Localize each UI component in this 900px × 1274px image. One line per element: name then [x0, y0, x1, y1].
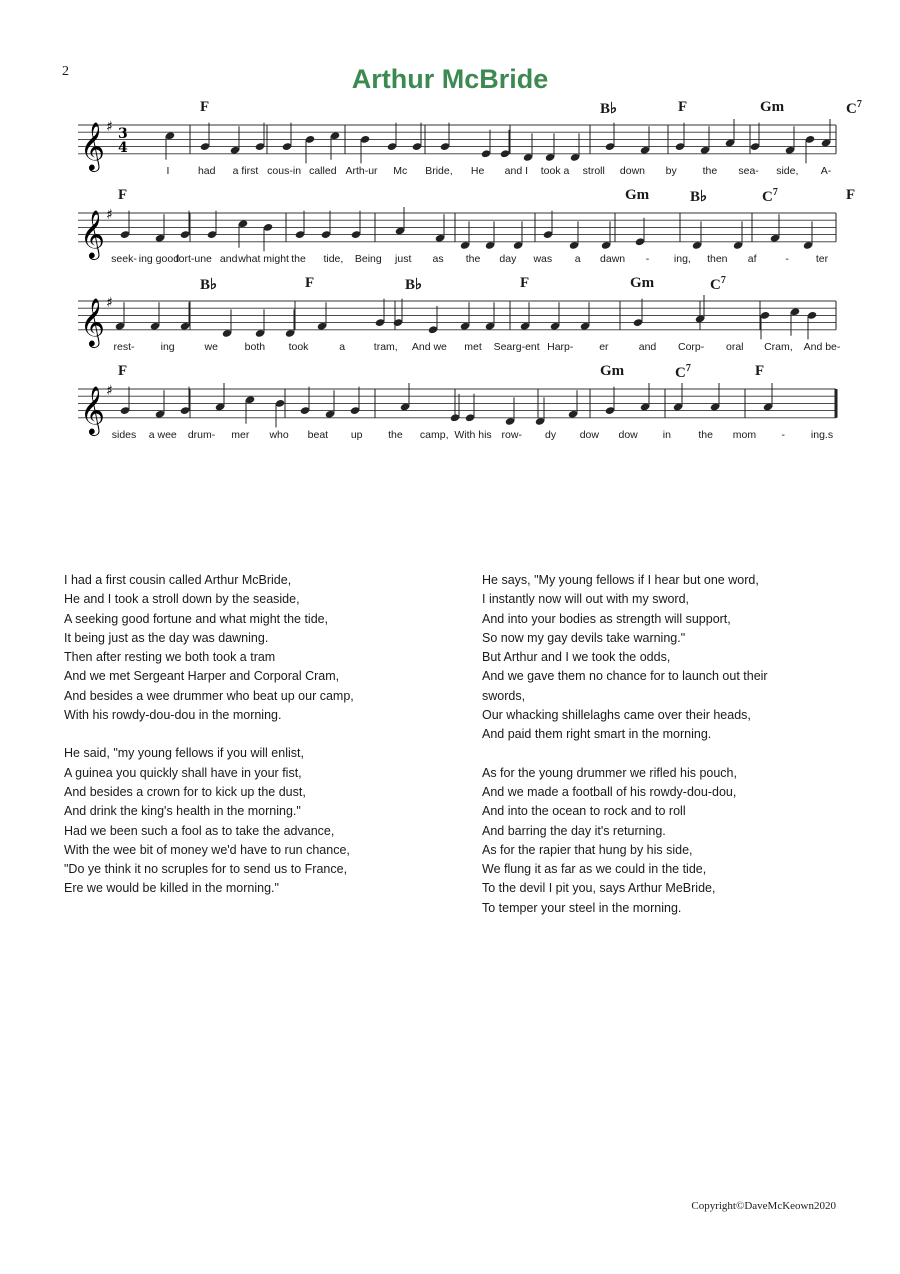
lyric-syllable: drum-	[187, 429, 216, 441]
lyric-syllable: and	[638, 341, 657, 353]
lyric-syllable: ing	[160, 341, 175, 353]
lyric-syllable: Arth-ur	[345, 165, 378, 177]
treble-clef-icon: 𝄞	[80, 208, 105, 258]
verse-line: So now my gay devils take warning."	[482, 630, 686, 645]
verse-line: With the wee bit of money we'd have to run chance,	[64, 842, 350, 857]
chord-symbol	[675, 363, 691, 382]
chord-label: C	[846, 101, 857, 117]
lyric-syllable: dawn	[600, 253, 626, 265]
chord-label: B♭	[405, 277, 423, 293]
lyric-syllable: dow	[579, 429, 599, 441]
chord-symbol	[760, 99, 784, 116]
music-system-3	[0, 275, 900, 371]
lyric-syllable: Harp-	[547, 341, 574, 353]
lyric-syllable: dy	[545, 429, 557, 441]
verse-line: It being just as the day was dawning.	[64, 630, 269, 645]
lyric-syllable: we	[204, 341, 218, 353]
chord-label: F	[755, 363, 765, 379]
lyric-syllable: He	[470, 165, 485, 177]
lyric-syllable: dow	[618, 429, 638, 441]
verse-line: Had we been such a fool as to take the advance,	[64, 823, 335, 838]
verse-line: And paid them right smart in the morning.	[482, 727, 712, 742]
lyric-syllable: day	[499, 253, 517, 265]
chord-label: Gm	[760, 99, 785, 115]
verse-line: He said, "my young fellows if you will enlist,	[64, 746, 304, 761]
lyric-syllable: With his	[454, 429, 492, 441]
music-system-2	[0, 187, 900, 283]
verse-line: Our whacking shillelaghs came over their heads,	[482, 708, 751, 723]
verse-stanza	[482, 571, 852, 745]
chord-symbol	[520, 275, 529, 292]
chord-extension: 7	[685, 363, 691, 374]
verse-line: Ere we would be killed in the morning."	[64, 881, 279, 896]
verse-line: And besides a wee drummer who beat up our camp,	[64, 688, 354, 703]
chord-extension: 7	[720, 275, 726, 286]
chord-label: F	[520, 275, 530, 291]
chord-symbol	[405, 275, 422, 294]
key-signature-sharp-icon: ♯	[106, 119, 113, 135]
chord-symbol	[846, 99, 862, 118]
verse-line: Then after resting we both took a tram	[64, 650, 276, 665]
chord-label: B♭	[690, 189, 708, 205]
chord-symbol	[600, 363, 624, 380]
lyric-syllable: af	[747, 253, 757, 265]
chord-label: C	[675, 365, 686, 381]
lyric-syllable: took	[288, 341, 309, 353]
lyric-syllable: the	[698, 429, 713, 441]
chord-label: Gm	[600, 363, 625, 379]
lyric-syllable: Being	[354, 253, 382, 265]
verse-line: "Do ye think it no scruples for to send us to France,	[64, 862, 348, 877]
copyright-notice: Copyright©DaveMcKeown2020	[691, 1200, 836, 1212]
lyric-syllable: as	[432, 253, 444, 265]
lyric-syllable: tram,	[373, 341, 398, 353]
lyric-syllable: and I	[504, 165, 529, 177]
verse-line: He and I took a stroll down by the seaside,	[64, 592, 300, 607]
lyric-syllable: beat	[307, 429, 329, 441]
lyric-syllable: the	[465, 253, 481, 265]
chord-label: C	[762, 189, 773, 205]
lyric-syllable: tide,	[323, 253, 344, 265]
verse-line: swords,	[482, 688, 526, 703]
chord-label: F	[200, 99, 210, 115]
lyric-syllable: a	[339, 341, 346, 353]
lyric-syllable: took a	[540, 165, 570, 177]
verse-line: And we met Sergeant Harper and Corporal Cram,	[64, 669, 340, 684]
lyric-syllable: and	[219, 253, 238, 265]
lyric-syllable: cous-in	[267, 165, 302, 177]
lyric-syllable: oral	[725, 341, 744, 353]
chord-symbol	[118, 187, 127, 204]
chord-symbol	[600, 99, 617, 118]
chord-extension: 7	[856, 99, 862, 110]
chord-label: F	[118, 187, 128, 203]
lyric-syllable: And we	[411, 341, 447, 353]
chord-label: Gm	[630, 275, 655, 291]
lyric-syllable: who	[269, 429, 289, 441]
verse-line: To temper your steel in the morning.	[482, 900, 682, 915]
chord-label: F	[678, 99, 688, 115]
lyric-syllable: Bride,	[425, 165, 453, 177]
chord-symbol	[305, 275, 314, 292]
time-signature-digit: 3	[118, 126, 128, 142]
lyric-syllable: mer	[231, 429, 250, 441]
treble-clef-icon: 𝄞	[80, 384, 105, 434]
lyric-syllable: seek-	[111, 253, 137, 265]
chord-symbol	[625, 187, 649, 204]
lyric-syllable: side,	[776, 165, 799, 177]
lyric-syllable: -	[781, 429, 785, 441]
verse-line: I had a first cousin called Arthur McBride,	[64, 573, 292, 587]
lyric-syllable: then	[707, 253, 728, 265]
lyric-syllable: Cram,	[764, 341, 793, 353]
lyric-syllable: met	[464, 341, 482, 353]
chord-symbol	[846, 187, 855, 204]
lyric-syllable: camp,	[419, 429, 449, 441]
verse-stanza	[64, 744, 464, 898]
song-title: Arthur McBride	[351, 64, 549, 94]
lyric-syllable: a wee	[148, 429, 177, 441]
verse-line: But Arthur and I we took the odds,	[482, 650, 671, 665]
chord-symbol	[200, 99, 209, 116]
lyric-syllable: er	[599, 341, 609, 353]
lyric-syllable: sides	[111, 429, 137, 441]
lyric-syllable: a first	[232, 165, 259, 177]
lyric-syllable: up	[350, 429, 363, 441]
key-signature-sharp-icon: ♯	[106, 295, 113, 311]
page-number: 2	[62, 64, 69, 79]
lyric-syllable: what might	[238, 253, 289, 265]
verse-line: I instantly now will out with my sword,	[482, 592, 690, 607]
chord-symbol	[118, 363, 127, 380]
verse-line: And barring the day it's returning.	[482, 823, 666, 838]
lyric-syllable: Corp-	[677, 341, 705, 353]
chord-label: F	[118, 363, 128, 379]
lyric-syllable: And be-	[803, 341, 841, 353]
lyric-syllable: down	[619, 165, 646, 177]
music-system-4	[0, 363, 900, 459]
lyric-syllable: fort-une	[175, 253, 212, 265]
lyric-syllable: in	[662, 429, 671, 441]
lyric-syllable: sea-	[738, 165, 759, 177]
verse-line: And into the ocean to rock and to roll	[482, 804, 686, 819]
chord-label: F	[305, 275, 315, 291]
lyric-syllable: ter	[815, 253, 829, 265]
chord-symbol	[200, 275, 217, 294]
chord-symbol	[762, 187, 778, 206]
lyric-syllable: stroll	[582, 165, 605, 177]
verse-line: As for the young drummer we rifled his pouch,	[482, 765, 737, 780]
lyric-syllable: I	[166, 165, 170, 177]
lyric-syllable: ing good	[138, 253, 180, 265]
chord-symbol	[630, 275, 654, 292]
verse-line: With his rowdy-dou-dou in the morning.	[64, 708, 282, 723]
lyric-syllable: -	[645, 253, 650, 265]
treble-clef-icon: 𝄞	[80, 296, 105, 346]
chord-label: Gm	[625, 187, 650, 203]
lyric-syllable: A-	[820, 165, 832, 177]
chord-label: C	[710, 277, 721, 293]
chord-label: B♭	[200, 277, 218, 293]
lyric-syllable: was	[533, 253, 553, 265]
lyric-syllable: rest-	[113, 341, 135, 353]
chord-symbol	[690, 187, 707, 206]
lyric-syllable: called	[309, 165, 337, 177]
lyric-syllable: mom	[732, 429, 757, 441]
verse-line: We flung it as far as we could in the tide,	[482, 862, 707, 877]
lyric-syllable: ing.s	[810, 429, 834, 441]
lyric-syllable: Searg-ent	[493, 341, 540, 353]
lyric-syllable: the	[388, 429, 403, 441]
chord-label: B♭	[600, 101, 618, 117]
verse-line: A guinea you quickly shall have in your fist,	[64, 765, 302, 780]
time-signature-digit: 4	[118, 140, 128, 156]
chord-label: F	[846, 187, 856, 203]
verse-stanza	[64, 571, 464, 725]
lyric-syllable: -	[785, 253, 789, 265]
chord-symbol	[755, 363, 764, 380]
verse-line: As for the rapier that hung by his side,	[482, 842, 693, 857]
verses-left-column	[64, 571, 464, 918]
lyric-syllable: just	[395, 253, 412, 265]
chord-extension: 7	[772, 187, 778, 198]
verse-stanza	[482, 764, 852, 918]
lyric-syllable: the	[702, 165, 718, 177]
lyric-syllable: both	[244, 341, 266, 353]
verse-line: And we made a football of his rowdy-dou-dou,	[482, 784, 737, 799]
lyric-syllable: ing,	[673, 253, 691, 265]
lyric-syllable: the	[291, 253, 306, 265]
lyric-syllable: Mc	[393, 165, 408, 177]
lyric-syllable: a	[574, 253, 581, 265]
verse-line: He says, "My young fellows if I hear but one word,	[482, 573, 759, 587]
key-signature-sharp-icon: ♯	[106, 383, 113, 399]
verse-line: And drink the king's health in the morning."	[64, 804, 301, 819]
key-signature-sharp-icon: ♯	[106, 207, 113, 223]
verses-right-column	[482, 571, 852, 937]
lyric-syllable: had	[197, 165, 216, 177]
lyric-syllable: row-	[501, 429, 522, 441]
verse-line: And into your bodies as strength will support,	[482, 611, 731, 626]
music-system-1	[0, 99, 900, 195]
chord-symbol	[678, 99, 687, 116]
lyric-syllable: by	[665, 165, 677, 177]
verse-line: And besides a crown for to kick up the dust,	[64, 784, 306, 799]
verse-line: To the devil I pit you, says Arthur MeBride,	[482, 881, 716, 896]
chord-symbol	[710, 275, 726, 294]
treble-clef-icon: 𝄞	[80, 120, 105, 170]
verse-line: A seeking good fortune and what might the tide,	[64, 611, 329, 626]
verse-line: And we gave them no chance for to launch out their	[482, 669, 768, 684]
